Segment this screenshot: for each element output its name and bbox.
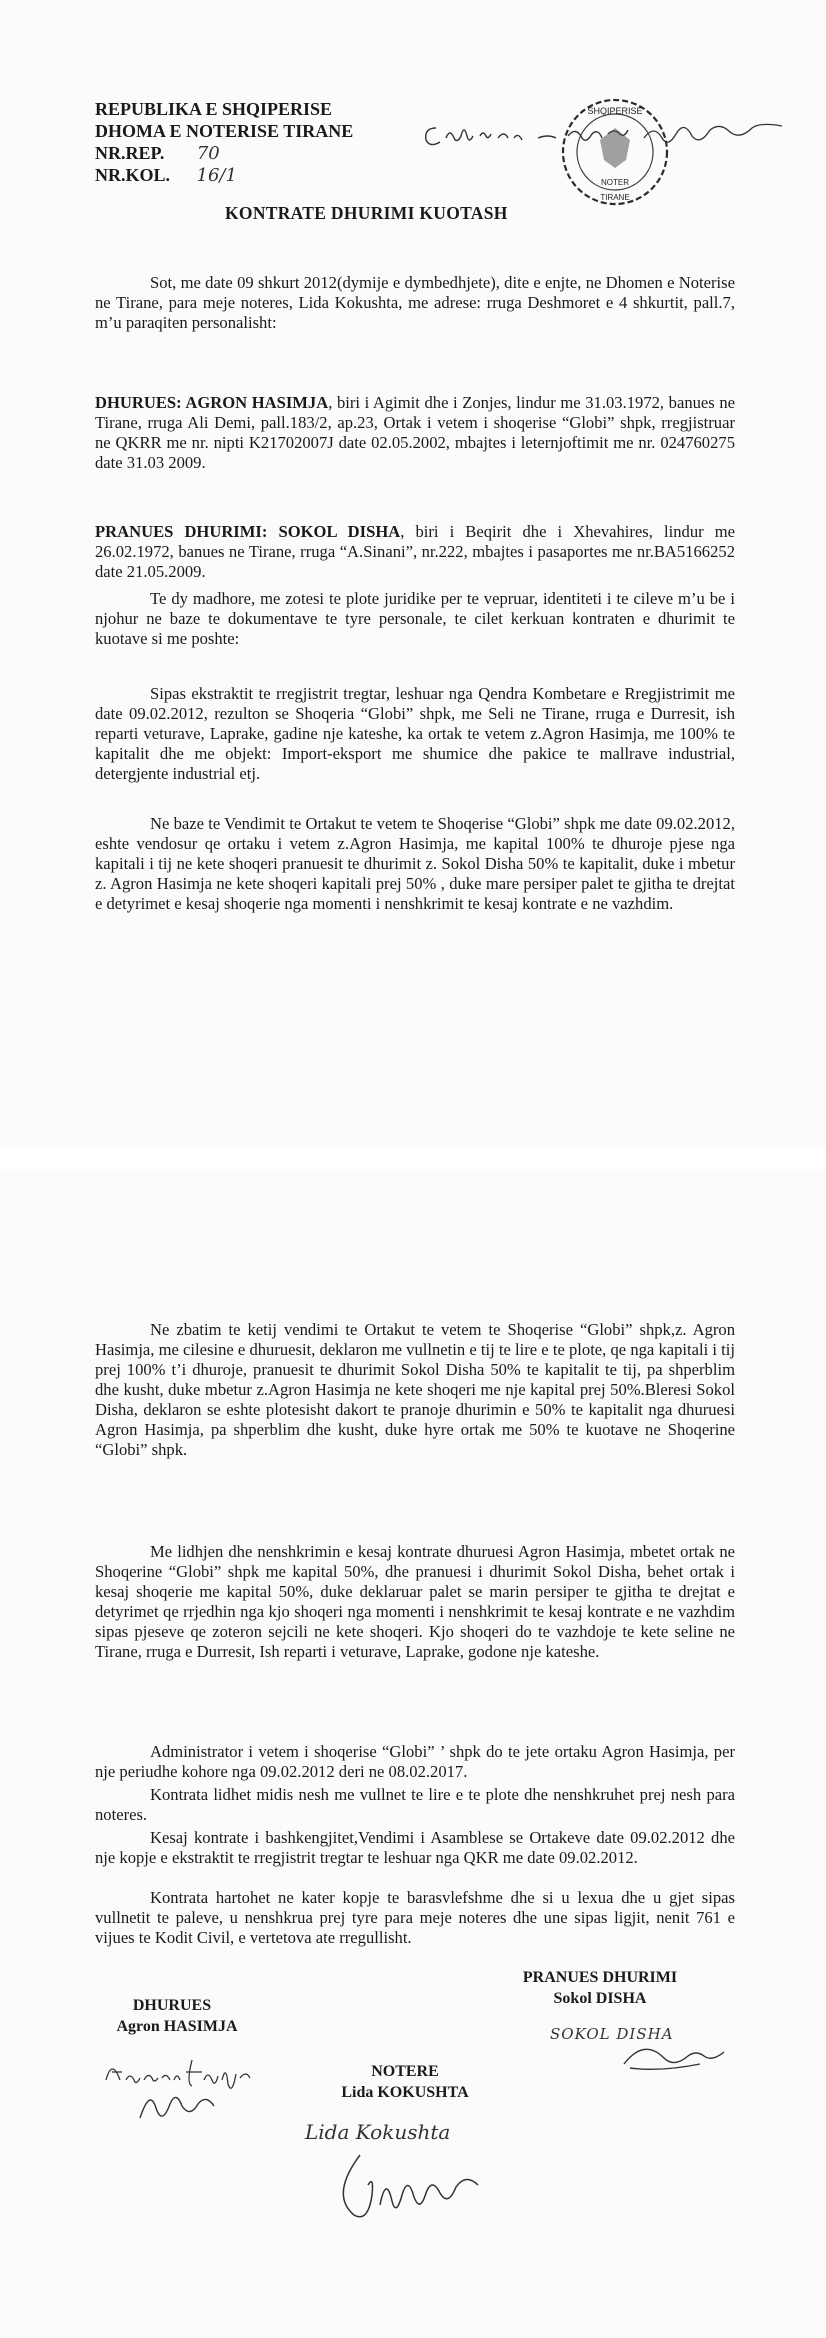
paragraph-recipient — [95, 522, 735, 582]
paragraph-administrator: Administrator i vetem i shoqerise “Globi” ’ shpk do te jete ortaku Agron Hasimja, per nje periudhe kohore nga 09.02.2012 deri ne 08.02.2017. — [95, 1742, 735, 1781]
document-page-2 — [0, 1170, 826, 2338]
header-nr-kol — [95, 164, 237, 187]
nr-kol-value: 16/1 — [196, 165, 237, 186]
paragraph-extract: Sipas ekstraktit te rregjistrit tregtar, leshuar nga Qendra Kombetare e Rregjistrimit me date 09.02.2012, rezulton se Shoqeria “Globi” shpk, me Seli ne Tirane, rruga e Durresit, ish reparti veturave, Laprake, gadine nje kateshe, ka ortak te vetem z.Agron Hasimja, me 100% te kapitalit dhe me objekt: Import-eksport me shumice dhe pakice te mallrave industrial, detergjente industrial etj. — [95, 684, 735, 783]
nr-rep-label: NR.REP. — [95, 143, 165, 163]
document-page-1 — [0, 0, 826, 1148]
paragraph-attached: Kesaj kontrate i bashkengjitet,Vendimi i Asamblese se Ortakeve date 09.02.2012 dhe nje kopje e ekstraktit te rregjistrit tregtar te leshuar nga QKR me date 09.02.2012. — [95, 1828, 735, 1867]
donor-name: Agron HASIMJA — [116, 2018, 238, 2035]
recipient-text: , biri i Beqirit dhe i Xhevahires, lindur me 26.02.1972, banues ne Tirane, rruga “A.Sinani”, nr.222, mbajtes i pasaportes me nr.BA5166252 date 21.05.2009. — [95, 522, 735, 581]
paragraph-decision: Ne baze te Vendimit te Ortakut te vetem te Shoqerise “Globi” shpk me date 09.02.2012, eshte vendosur qe ortaku i vetem z.Agron Hasimja, me kapital 100% te dhuroje pjese nga kapitali i tij ne kete shoqeri pranuesit te dhurimit z. Sokol Disha 50% te kapitalit, duke i mbetur z. Agron Hasimja ne kete shoqeri kapitali prej 50% , duke mare persiper palet te gjitha te drejtat e detyrimet e kesaj shoqerie nga momenti i nenshkrimit te kesaj kontrate e ne vazhdim. — [95, 814, 735, 913]
notary-handwriting: Lida Kokushta — [305, 2120, 451, 2144]
donor-signature — [100, 2040, 340, 2130]
paragraph-execution: Ne zbatim te ketij vendimi te Ortakut te vetem te Shoqerise “Globi” shpk,z. Agron Hasimja, me cilesine e dhuruesit, deklaron me vullnetin e tij te lire e te plote, qe nga kapitali i tij prej 100% t’i dhuroje, pranuesit te dhurimit Sokol Disha 50% te kapitalit te tij, pa shperblim dhe kusht, duke mbetur z.Agron Hasimja ne kete shoqeri me nje kapital prej 50%.Bleresi Sokol Disha, deklaron se eshte plotesisht dakort te pranoje dhurimin e 50% te kapitalit nga dhuruesi Agron Hasimja, pa shperblim dhe kusht, duke hyre ortak me 50% te kuotave ne Shoqerine “Globi” shpk. — [95, 1320, 735, 1459]
paragraph-signing: Me lidhjen dhe nenshkrimin e kesaj kontrate dhuruesi Agron Hasimja, mbetet ortak ne Shoqerine “Globi” shpk me kapital 50%, dhe pranuesi i dhurimit Sokol Disha, behet ortak i kesaj shoqerie me kapital 50%, duke deklaruar palet se marin persiper te gjitha te drejtat e detyrimet qe rrjedhin nga kjo shoqeri nga momenti i nenshkrimit te kesaj kontrate e ne vazhdim sipas pjeseve qe zoteron sejcili ne kete shoqeri. Kjo shoqeri do te vazhdoje te kete seline ne Tirane, rruga e Durresit, Ish reparti i veturave, Laprake, godone nje kateshe. — [95, 1542, 735, 1661]
paragraph-donor — [95, 393, 735, 473]
nr-rep-value: 70 — [196, 143, 220, 164]
recipient-handwriting: SOKOL DISHA — [550, 2025, 674, 2043]
svg-text:SHQIPERISE: SHQIPERISE — [587, 106, 643, 116]
notary-title: NOTERE — [371, 2063, 439, 2080]
paragraph-copies: Kontrata hartohet ne kater kopje te barasvlefshme dhe si u lexua dhe u gjet sipas vullnetit te paleve, u nenshkrua prej tyre para meje noteres dhe une sipas ligjit, nenit 761 e vijues te Kodit Civil, e vertetova ate rregullisht. — [95, 1888, 735, 1947]
paragraph-capacity: Te dy madhore, me zotesi te plote juridike per te vepruar, identiteti i te cileve m’u be i njohur ne baze te dokumentave te tyre personale, te cilet kerkuan kontraten e dhurimit te kuotave si me poshte: — [95, 589, 735, 648]
paragraph-intro: Sot, me date 09 shkurt 2012(dymije e dymbedhjete), dite e enjte, ne Dhomen e Noterise ne Tirane, para meje noteres, Lida Kokushta, me adrese: rruga Deshmoret e 4 shkurtit, pall.7, m’u paraqiten personalisht: — [95, 273, 735, 332]
header-republic: REPUBLIKA E SHQIPERISE — [95, 99, 333, 119]
svg-text:NOTER: NOTER — [601, 178, 629, 187]
donor-title: DHURUES — [132, 1997, 212, 2014]
document-title: KONTRATE DHURIMI KUOTASH — [225, 203, 508, 223]
header-nr-rep — [95, 142, 220, 165]
notary-name: Lida KOKUSHTA — [341, 2084, 469, 2101]
svg-text:TIRANE: TIRANE — [600, 193, 630, 202]
paragraph-binding: Kontrata lidhet midis nesh me vullnet te lire e te plote dhe nenshkruhet prej nesh para noteres. — [95, 1785, 735, 1824]
stamp-signature — [640, 118, 790, 158]
nr-kol-label: NR.KOL. — [95, 165, 171, 185]
recipient-title: PRANUES DHURIMI — [522, 1969, 678, 1986]
notary-signature — [330, 2145, 570, 2225]
recipient-label: PRANUES DHURIMI: SOKOL DISHA — [95, 522, 401, 541]
page-separator — [0, 1148, 826, 1170]
donor-text: , biri i Agimit dhe i Zonjes, lindur me 31.03.1972, banues ne Tirane, rruga Ali Demi, pall.183/2, ap.23, Ortak i vetem i shoqerise “Globi” shpk, rregjistruar ne QKRR me nr. nipti K21702007J date 02.05.2002, mbajtes i leternjoftimit me nr. 024760275 date 31.03 2009. — [95, 393, 735, 472]
recipient-name: Sokol DISHA — [553, 1990, 647, 2007]
recipient-signature — [620, 2038, 730, 2078]
donor-label: DHURUES: AGRON HASIMJA — [95, 393, 329, 412]
header-chamber: DHOMA E NOTERISE TIRANE — [95, 121, 354, 141]
